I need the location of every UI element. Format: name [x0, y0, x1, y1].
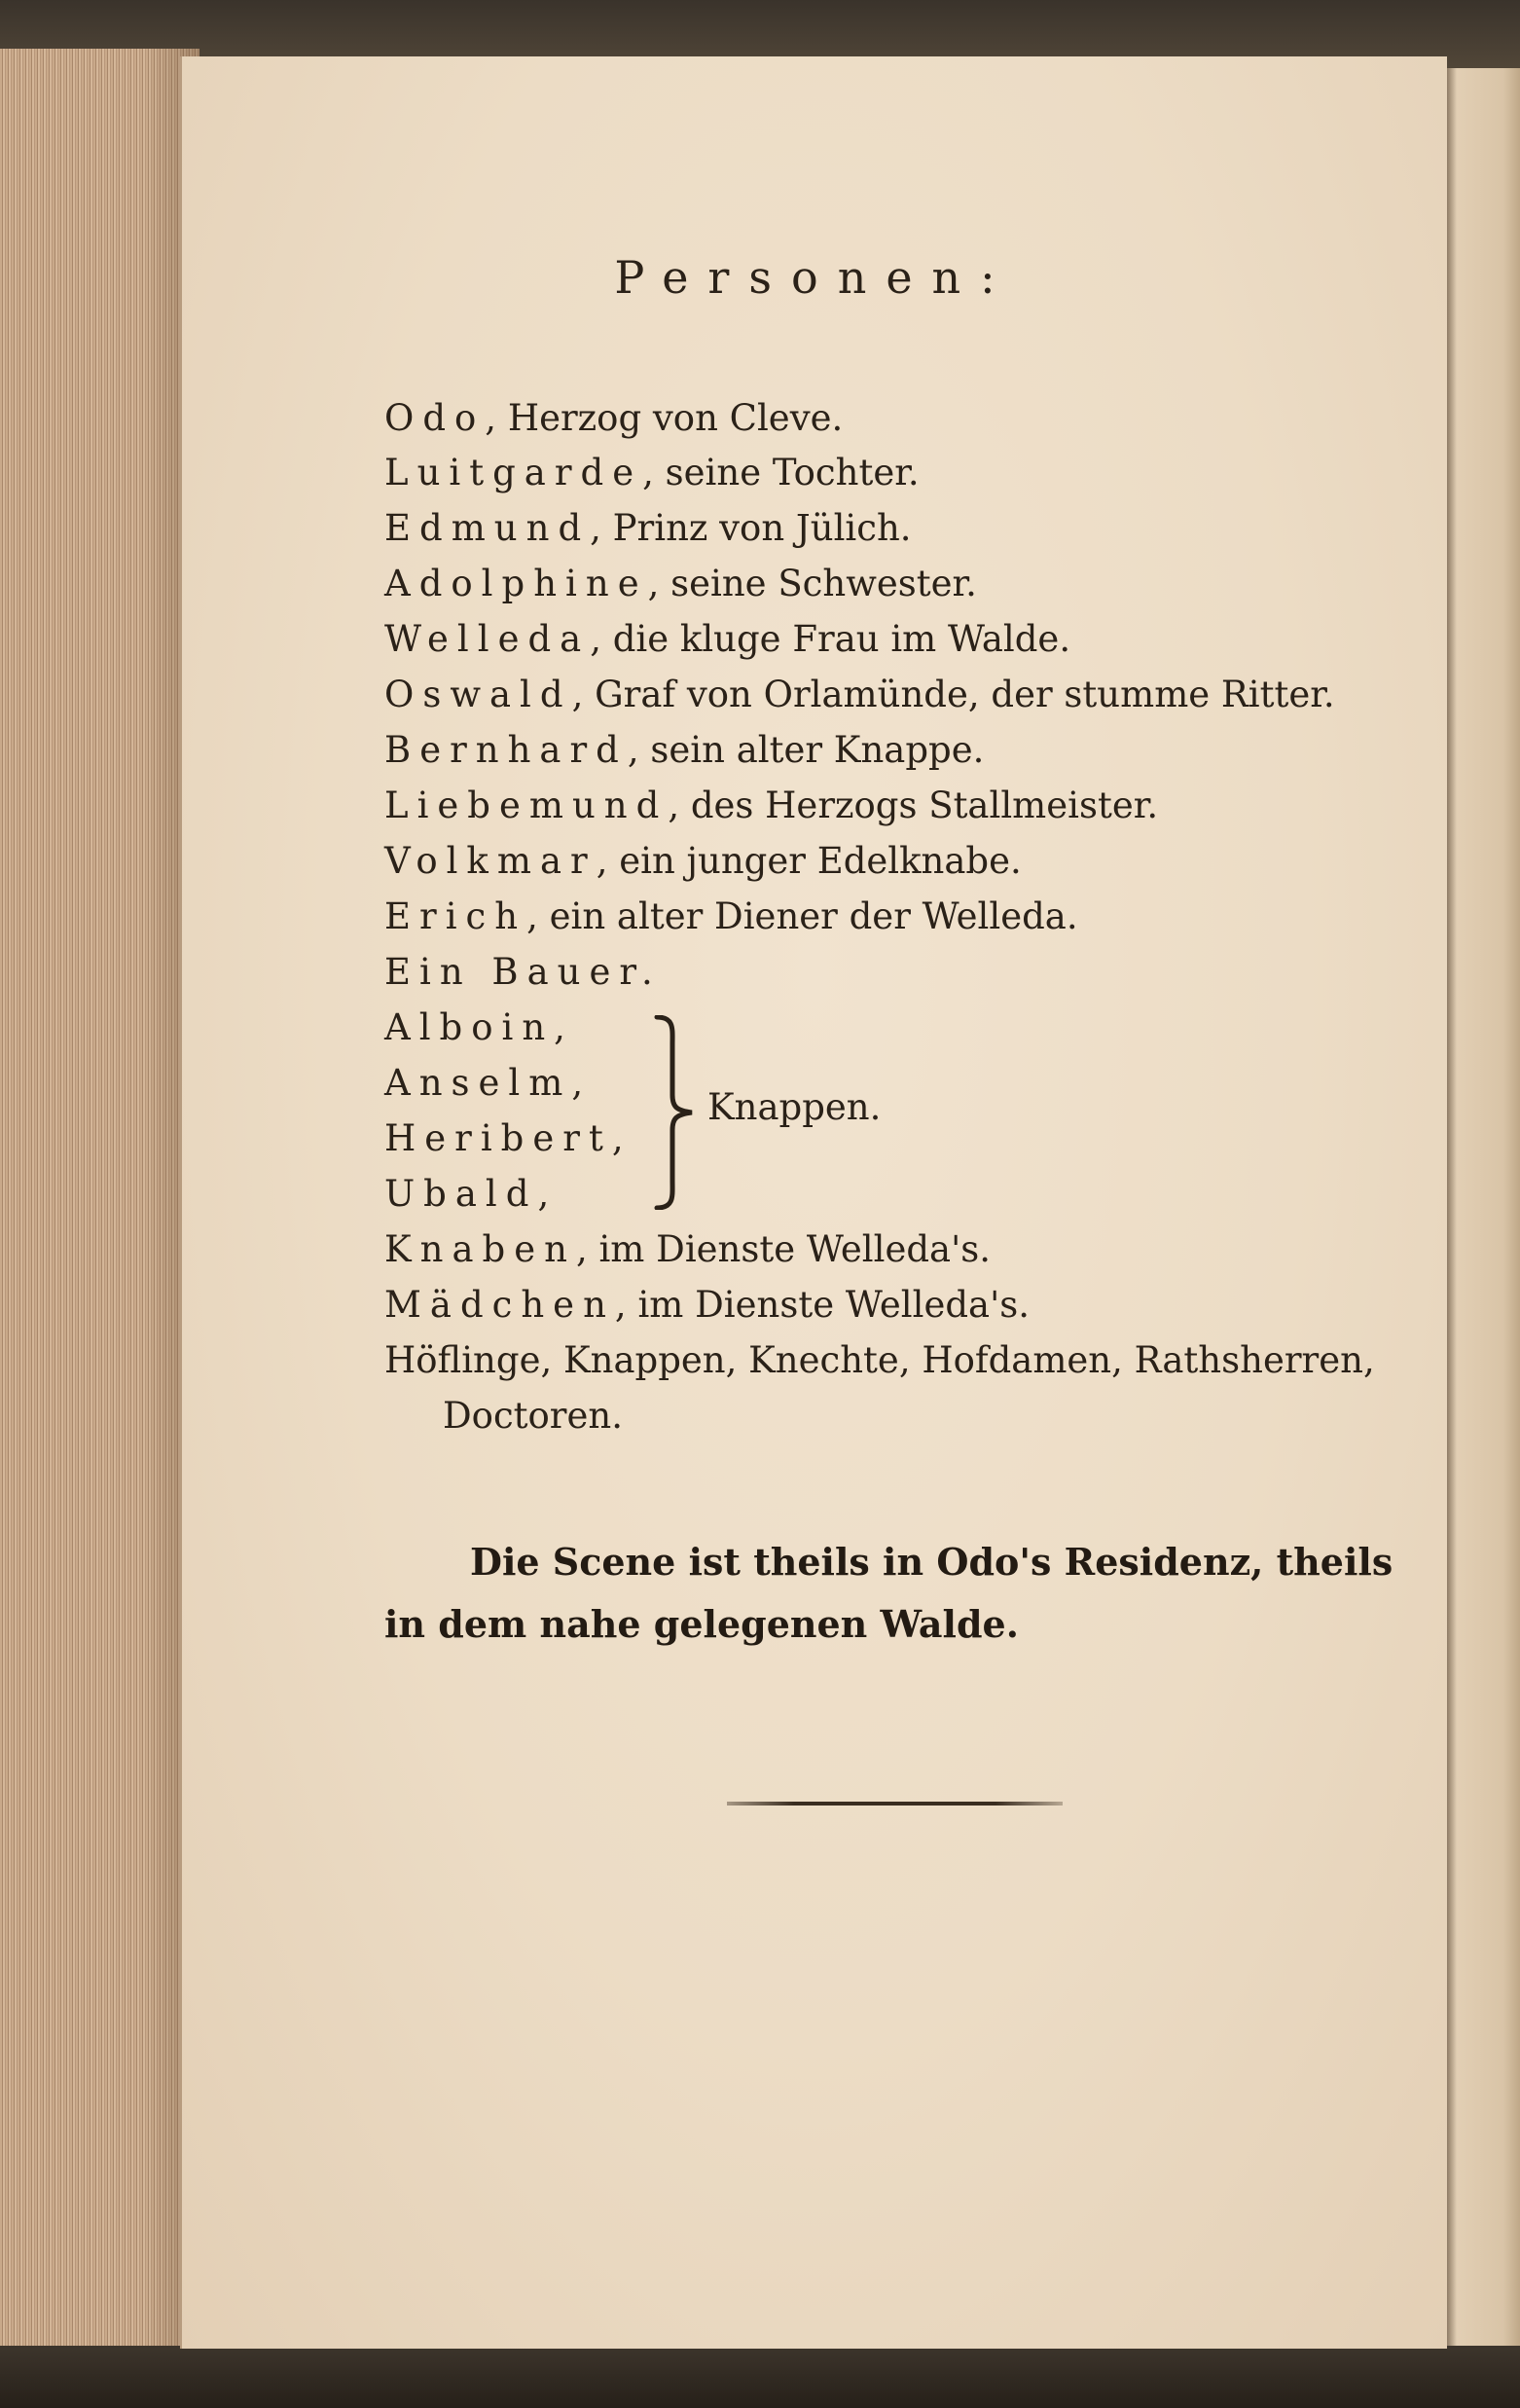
cast-entry [384, 895, 1078, 937]
scene-note: Die Scene ist theils in Odo's Residenz, theils in dem nahe gelegenen Walde. [384, 1540, 1393, 1646]
cast-entry [384, 1228, 991, 1270]
cast-name: Ein Bauer. [384, 951, 662, 993]
cast-desc: , im Dienste Welleda's. [614, 1284, 1030, 1326]
cast-entry [384, 1284, 1030, 1326]
knappe-name-text: Alboin, [384, 1006, 574, 1048]
cast-entry [384, 674, 1335, 715]
cast-name: Bernhard [384, 729, 628, 771]
extras-line-continued: Doctoren. [443, 1395, 623, 1437]
adjacent-page-edge [1445, 68, 1520, 2346]
knappe-name-text: Ubald, [384, 1173, 559, 1215]
knappe-name [384, 1117, 633, 1159]
cast-name: Edmund [384, 507, 591, 549]
cast-name: Adolphine [384, 563, 648, 604]
cast-desc: , seine Tochter. [642, 452, 920, 493]
cast-entry [384, 618, 1070, 660]
cast-name: Liebemund [384, 784, 669, 826]
cast-name: Luitgarde [384, 452, 643, 493]
knappe-name [384, 1006, 574, 1048]
knappe-name [384, 1062, 592, 1104]
cast-desc: , sein alter Knappe. [627, 729, 985, 771]
cast-desc: , Herzog von Cleve. [485, 397, 844, 439]
cast-entry [384, 840, 1022, 882]
cast-entry [384, 563, 977, 604]
cast-entry [384, 452, 920, 493]
cast-desc: , ein alter Diener der Welleda. [526, 895, 1078, 937]
cast-name: Oswald [384, 674, 572, 715]
cast-entry [384, 784, 1158, 826]
cast-desc: , Graf von Orlamünde, der stumme Ritter. [571, 674, 1335, 715]
knappe-name-text: Anselm, [384, 1062, 593, 1104]
cast-desc: , Prinz von Jülich. [590, 507, 912, 549]
cast-name: Erich [384, 895, 527, 937]
cast-desc: , des Herzogs Stallmeister. [668, 784, 1159, 826]
knappe-name [384, 1173, 558, 1215]
cast-name: Mädchen [384, 1284, 615, 1326]
cast-name: Knaben [384, 1228, 576, 1270]
cast-name: Odo [384, 397, 486, 439]
cast-list [182, 56, 1447, 2349]
closing-rule [727, 1802, 1063, 1806]
cast-entry [384, 397, 843, 439]
curly-brace [649, 1015, 698, 1210]
cast-entry [384, 951, 662, 993]
cast-desc: , seine Schwester. [647, 563, 977, 604]
cast-entry [384, 729, 984, 771]
cast-name: Welleda [384, 618, 591, 660]
page-title: Personen: [614, 251, 1015, 304]
knappen-group-label: Knappen. [707, 1086, 882, 1128]
cast-desc: , im Dienste Welleda's. [575, 1228, 992, 1270]
cast-entry [384, 507, 912, 549]
cast-desc: , ein junger Edelknabe. [596, 840, 1022, 882]
cast-desc: , die kluge Frau im Walde. [590, 618, 1071, 660]
cast-name: Volkmar [384, 840, 597, 882]
book-page [180, 56, 1447, 2349]
knappe-name-text: Heribert, [384, 1117, 633, 1159]
book-cover-bottom [0, 2346, 1520, 2408]
extras-line: Höflinge, Knappen, Knechte, Hofdamen, Rathsherren, [384, 1339, 1375, 1381]
